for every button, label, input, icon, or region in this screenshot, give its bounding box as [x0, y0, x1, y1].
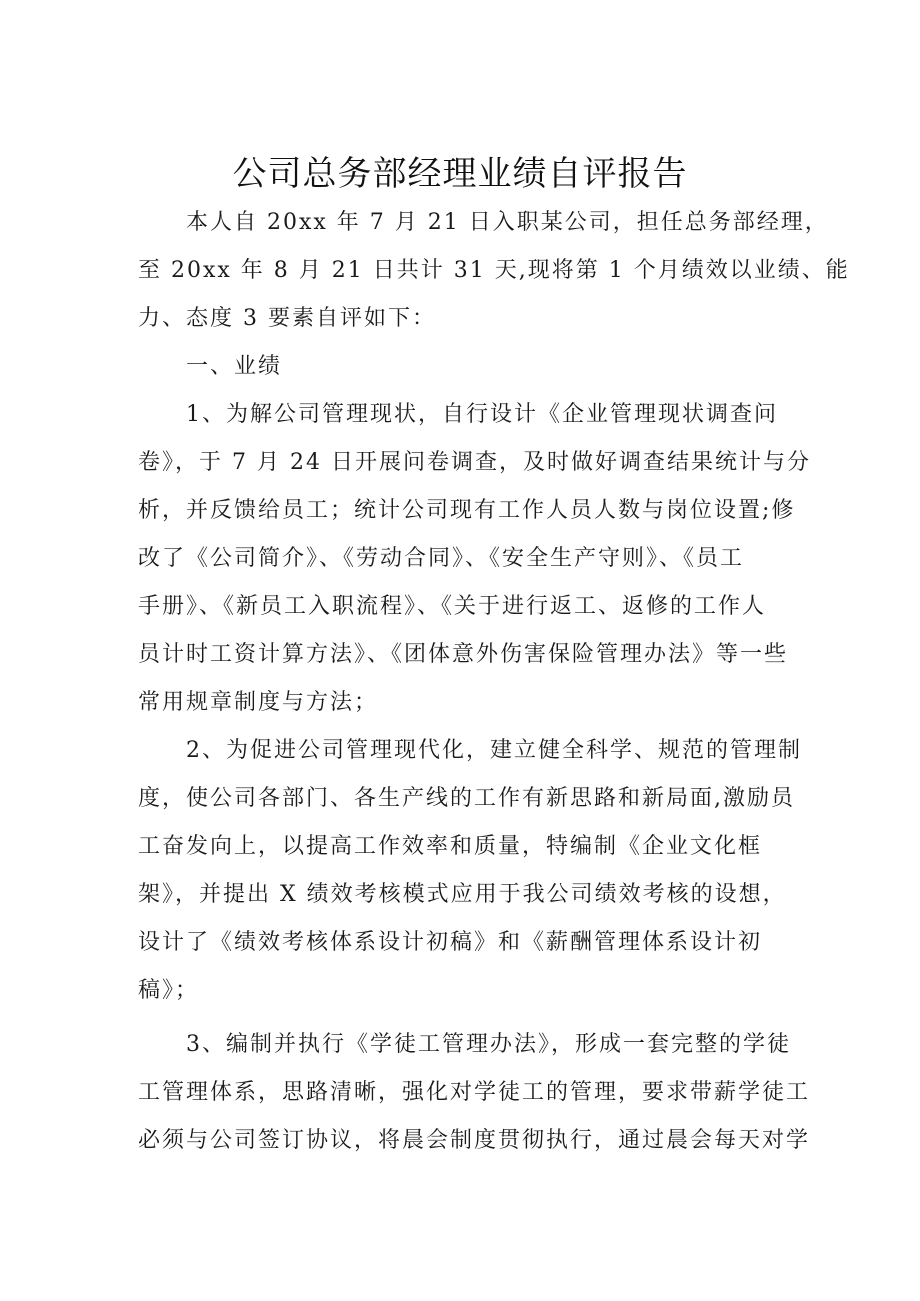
paragraph-line: 改了《公司简介》、《劳动合同》、《安全生产守则》、《员工	[138, 546, 745, 571]
paragraph-line: 2、为促进公司管理现代化，建立健全科学、规范的管理制	[186, 738, 802, 763]
paragraph-line: 3、编制并执行《学徒工管理办法》，形成一套完整的学徒	[186, 1032, 791, 1057]
document-title: 公司总务部经理业绩自评报告	[232, 154, 688, 194]
paragraph-line: 工管理体系，思路清晰，强化对学徒工的管理，要求带薪学徒工	[138, 1080, 811, 1105]
paragraph-line: 本人自 20xx 年 7 月 21 日入职某公司，担任总务部经理，	[186, 210, 829, 235]
paragraph-line: 架》，并提出 X 绩效考核模式应用于我公司绩效考核的设想，	[138, 882, 787, 907]
paragraph-line: 手册》、《新员工入职流程》、《关于进行返工、返修的工作人	[138, 594, 767, 619]
paragraph-line: 设计了《绩效考核体系设计初稿》和《薪酬管理体系设计初	[138, 930, 763, 955]
paragraph-line: 卷》，于 7 月 24 日开展问卷调查，及时做好调查结果统计与分	[138, 450, 811, 475]
paragraph-line: 常用规章制度与方法；	[138, 690, 379, 715]
paragraph-line: 度，使公司各部门、各生产线的工作有新思路和新局面,激励员	[138, 786, 795, 811]
paragraph-line: 力、态度 3 要素自评如下：	[138, 306, 436, 331]
paragraph-line: 必须与公司签订协议，将晨会制度贯彻执行，通过晨会每天对学	[138, 1128, 811, 1153]
paragraph-line: 1、为解公司管理现状，自行设计《企业管理现状调查问	[186, 402, 778, 427]
paragraph-line: 析，并反馈给员工；统计公司现有工作人员人数与岗位设置;修	[138, 498, 796, 523]
section-heading: 一、业绩	[186, 354, 283, 379]
paragraph-line: 至 20xx 年 8 月 21 日共计 31 天,现将第 1 个月绩效以业绩、能	[138, 258, 850, 283]
paragraph-line: 员计时工资计算方法》、《团体意外伤害保险管理办法》等一些	[138, 642, 789, 667]
paragraph-line: 稿》；	[138, 978, 200, 1003]
paragraph-line: 工奋发向上，以提高工作效率和质量，特编制《企业文化框	[138, 834, 763, 859]
